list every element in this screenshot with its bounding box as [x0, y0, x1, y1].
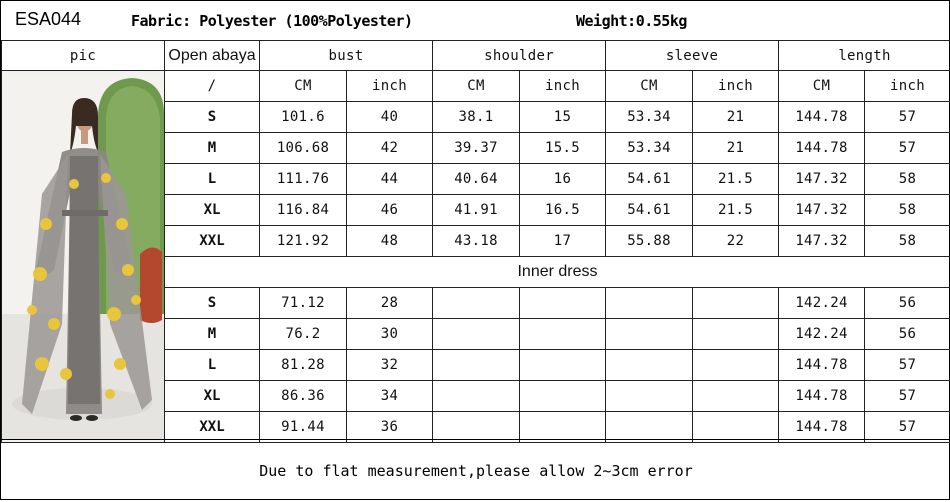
measurement-cell	[433, 350, 520, 381]
measurement-cell	[520, 412, 606, 443]
open-abaya-header: Open abaya	[165, 41, 260, 71]
measurement-cell: 48	[347, 226, 433, 257]
measurement-cell	[606, 319, 693, 350]
measurement-cell: 34	[347, 381, 433, 412]
measurement-cell	[433, 288, 520, 319]
measurement-cell	[606, 412, 693, 443]
weight-info: Weight:0.55kg	[576, 12, 687, 30]
measurement-cell	[520, 288, 606, 319]
size-label: XXL	[165, 412, 260, 443]
measurement-cell: 142.24	[779, 319, 865, 350]
measurement-cell: 40.64	[433, 164, 520, 195]
measurement-cell: 144.78	[779, 412, 865, 443]
measurement-cell: 28	[347, 288, 433, 319]
measurement-cell: 21	[693, 133, 779, 164]
size-label: S	[165, 102, 260, 133]
measurement-cell: 53.34	[606, 102, 693, 133]
size-label: M	[165, 319, 260, 350]
measurement-cell	[693, 288, 779, 319]
measurement-cell: 144.78	[779, 381, 865, 412]
measurement-cell: 58	[865, 195, 950, 226]
measurement-cell	[433, 319, 520, 350]
measurement-cell	[606, 350, 693, 381]
measurement-cell: 56	[865, 288, 950, 319]
measurement-cell	[606, 381, 693, 412]
measurement-cell	[433, 412, 520, 443]
measurement-cell	[606, 288, 693, 319]
measurement-cell: 30	[347, 319, 433, 350]
measurement-cell: 147.32	[779, 164, 865, 195]
measurement-cell: 44	[347, 164, 433, 195]
measurement-cell: 106.68	[260, 133, 347, 164]
measurement-cell: 15.5	[520, 133, 606, 164]
measurement-cell: 38.1	[433, 102, 520, 133]
measurement-cell: 121.92	[260, 226, 347, 257]
inner-dress-title: Inner dress	[165, 257, 950, 288]
measurement-cell	[693, 319, 779, 350]
group-header-row	[2, 41, 950, 71]
measurement-cell: 142.24	[779, 288, 865, 319]
model-abaya-illustration	[2, 74, 164, 440]
length-cm-header: CM	[779, 71, 865, 102]
measurement-cell: 39.37	[433, 133, 520, 164]
measurement-cell: 40	[347, 102, 433, 133]
measurement-cell: 81.28	[260, 350, 347, 381]
shoulder-inch-header: inch	[520, 71, 606, 102]
shoulder-cm-header: CM	[433, 71, 520, 102]
sleeve-inch-header: inch	[693, 71, 779, 102]
measurement-cell: 54.61	[606, 195, 693, 226]
length-inch-header: inch	[865, 71, 950, 102]
size-placeholder: /	[165, 71, 260, 102]
measurement-cell: 111.76	[260, 164, 347, 195]
footer-note-box	[1, 439, 950, 502]
measurement-cell	[693, 381, 779, 412]
measurement-cell	[520, 350, 606, 381]
measurement-cell: 41.91	[433, 195, 520, 226]
product-photo	[2, 74, 164, 440]
measurement-cell: 144.78	[779, 350, 865, 381]
measurement-cell: 16.5	[520, 195, 606, 226]
size-label: L	[165, 350, 260, 381]
product-code: ESA044	[15, 9, 81, 30]
measurement-cell: 57	[865, 133, 950, 164]
measurement-cell: 36	[347, 412, 433, 443]
measurement-cell: 57	[865, 350, 950, 381]
measurement-cell: 21	[693, 102, 779, 133]
measurement-cell: 116.84	[260, 195, 347, 226]
bust-inch-header: inch	[347, 71, 433, 102]
measurement-cell: 53.34	[606, 133, 693, 164]
measurement-cell	[433, 381, 520, 412]
measurement-cell: 57	[865, 412, 950, 443]
sleeve-header: sleeve	[606, 41, 779, 71]
measurement-cell: 46	[347, 195, 433, 226]
product-photo-cell	[2, 71, 165, 443]
measurement-cell	[520, 381, 606, 412]
measurement-cell: 15	[520, 102, 606, 133]
measurement-cell: 43.18	[433, 226, 520, 257]
size-label: XL	[165, 381, 260, 412]
measurement-cell: 144.78	[779, 102, 865, 133]
header-bar	[1, 1, 950, 40]
size-table	[1, 40, 950, 443]
measurement-cell: 54.61	[606, 164, 693, 195]
measurement-cell: 22	[693, 226, 779, 257]
measurement-cell	[520, 319, 606, 350]
measurement-cell: 21.5	[693, 195, 779, 226]
bust-header: bust	[260, 41, 433, 71]
measurement-cell: 55.88	[606, 226, 693, 257]
size-label: M	[165, 133, 260, 164]
measurement-cell: 42	[347, 133, 433, 164]
bust-cm-header: CM	[260, 71, 347, 102]
measurement-cell: 21.5	[693, 164, 779, 195]
measurement-cell	[693, 350, 779, 381]
pic-header: pic	[2, 41, 165, 71]
sleeve-cm-header: CM	[606, 71, 693, 102]
measurement-cell: 144.78	[779, 133, 865, 164]
measurement-cell: 57	[865, 102, 950, 133]
measurement-cell: 71.12	[260, 288, 347, 319]
measurement-cell: 91.44	[260, 412, 347, 443]
measurement-cell	[693, 412, 779, 443]
measurement-cell: 86.36	[260, 381, 347, 412]
measurement-cell: 32	[347, 350, 433, 381]
measurement-cell: 147.32	[779, 195, 865, 226]
measurement-cell: 101.6	[260, 102, 347, 133]
measurement-cell: 76.2	[260, 319, 347, 350]
unit-header-row	[2, 71, 950, 102]
length-header: length	[779, 41, 950, 71]
measurement-cell: 58	[865, 164, 950, 195]
size-label: XL	[165, 195, 260, 226]
size-label: XXL	[165, 226, 260, 257]
size-label: S	[165, 288, 260, 319]
measurement-cell: 57	[865, 381, 950, 412]
measurement-cell: 56	[865, 319, 950, 350]
size-label: L	[165, 164, 260, 195]
measurement-cell: 17	[520, 226, 606, 257]
measurement-note: Due to flat measurement,please allow 2~3cm error	[1, 462, 950, 480]
measurement-cell: 147.32	[779, 226, 865, 257]
fabric-info: Fabric: Polyester (100%Polyester)	[131, 12, 413, 30]
measurement-cell: 58	[865, 226, 950, 257]
shoulder-header: shoulder	[433, 41, 606, 71]
measurement-cell: 16	[520, 164, 606, 195]
